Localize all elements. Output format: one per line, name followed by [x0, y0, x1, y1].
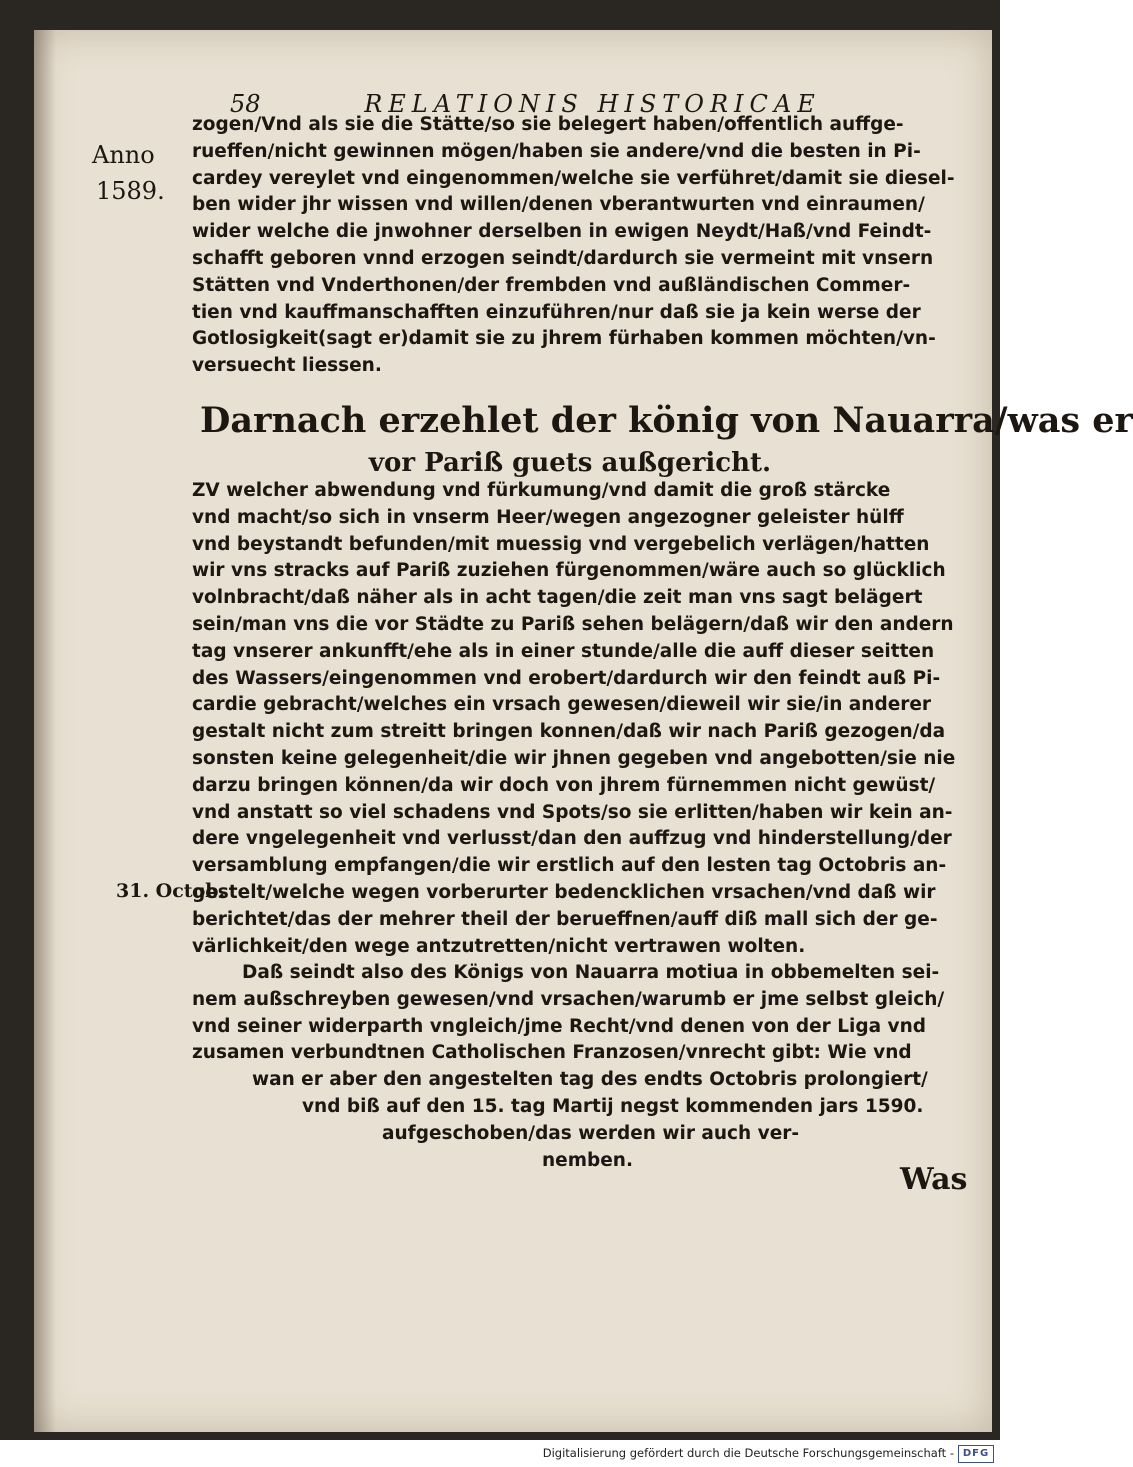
- text-line: Gotlosigkeit(sagt er)damit sie zu jhrem fürhaben kommen möchten/vn-: [192, 328, 936, 350]
- text-line: ben wider jhr wissen vnd willen/denen vberantwurten vnd einraumen/: [192, 194, 925, 216]
- text-line: versuecht liessen.: [192, 355, 382, 377]
- text-line: vnd seiner widerparth vngleich/jme Recht/vnd denen von der Liga vnd: [192, 1015, 927, 1037]
- text-line: wir vns stracks auf Pariß zuziehen fürgenommen/wäre auch so glücklich: [192, 560, 946, 582]
- text-line: wan er aber den angestelten tag des endts Octobris prolongiert/: [252, 1069, 928, 1091]
- running-title: RELATIONIS HISTORICAE: [364, 90, 821, 118]
- paragraph-3: [192, 960, 952, 1174]
- text-line: aufgeschoben/das werden wir auch ver-: [382, 1122, 800, 1144]
- margin-date-note: 31. Octob.: [116, 880, 226, 902]
- text-line: gestelt/welche wegen vorberurter bedencklichen vrsachen/vnd daß wir: [192, 881, 936, 903]
- text-line: gestalt nicht zum streitt bringen konnen/daß wir nach Pariß gezogen/da: [192, 721, 946, 743]
- dfg-logo: DFG: [958, 1445, 994, 1463]
- page-number: 58: [230, 90, 261, 118]
- text-line: vnd beystandt befunden/mit muessig vnd vergebelich verlägen/hatten: [192, 533, 930, 555]
- text-line: schafft geboren vnnd erzogen seindt/dardurch sie vermeint mit vnsern: [192, 247, 934, 269]
- text-line: zusamen verbundtnen Catholischen Franzosen/vnrecht gibt: Wie vnd: [192, 1042, 912, 1064]
- catchword: Was: [900, 1162, 968, 1197]
- text-line: nem außschreyben gewesen/vnd vrsachen/warumb er jme selbst gleich/: [192, 988, 945, 1010]
- margin-year: 1589.: [96, 177, 165, 205]
- gutter-shadow: [34, 30, 56, 1432]
- text-line: Daß seindt also des Königs von Nauarra motiua in obbemelten sei-: [242, 962, 940, 983]
- text-line: sein/man vns die vor Städte zu Pariß sehen belägern/daß wir den andern: [192, 613, 954, 635]
- margin-year-label: Anno: [92, 141, 155, 169]
- text-line: berichtet/das der mehrer theil der berueffnen/auff diß mall sich der ge-: [192, 908, 938, 930]
- paragraph-2: [192, 478, 956, 960]
- footer-bar: [0, 1442, 1000, 1467]
- text-line: cardey vereylet vnd eingenommen/welche sie verführet/damit sie diesel-: [192, 167, 955, 189]
- text-line: volnbracht/daß näher als in acht tagen/die zeit man vns sagt belägert: [192, 587, 923, 609]
- text-line: rueffen/nicht gewinnen mögen/haben sie andere/vnd die besten in Pi-: [192, 140, 921, 162]
- heading-line-2: vor Pariß guets außgericht.: [368, 448, 772, 478]
- text-line: vnd biß auf den 15. tag Martij negst kommenden jars 1590.: [302, 1095, 924, 1117]
- paragraph-1: [192, 112, 955, 380]
- text-line: nemben.: [542, 1149, 633, 1171]
- text-line: wider welche die jnwohner derselben in ewigen Neydt/Haß/vnd Feindt-: [192, 221, 932, 243]
- section-heading: [200, 400, 1133, 484]
- text-line: des Wassers/eingenommen vnd erobert/dardurch wir den feindt auß Pi-: [192, 667, 941, 689]
- text-line: Stätten vnd Vnderthonen/der frembden vnd außländischen Commer-: [192, 274, 911, 296]
- text-line: sonsten keine gelegenheit/die wir jhnen gegeben vnd angebotten/sie nie: [192, 747, 956, 769]
- text-line: vnd macht/so sich in vnserm Heer/wegen angezogner geleister hülff: [192, 506, 904, 528]
- text-line: versamblung empfangen/die wir erstlich auf den lesten tag Octobris an-: [192, 855, 947, 877]
- text-line: vnd anstatt so viel schadens vnd Spots/so sie erlitten/haben wir kein an-: [192, 801, 953, 823]
- text-line: ZV welcher abwendung vnd fürkumung/vnd damit die groß stärcke: [192, 480, 891, 501]
- funding-credit: Digitalisierung gefördert durch die Deutsche Forschungsgemeinschaft -: [542, 1446, 954, 1460]
- text-line: tag vnserer ankunfft/ehe als in einer stunde/alle die auff dieser seitten: [192, 640, 935, 662]
- text-line: cardie gebracht/welches ein vrsach gewesen/dieweil wir sie/in anderer: [192, 694, 932, 716]
- text-line: darzu bringen können/da wir doch von jhrem fürnemmen nicht gewüst/: [192, 774, 936, 796]
- text-line: värlichkeit/den wege antzutretten/nicht vertrawen wolten.: [192, 935, 806, 957]
- text-line: tien vnd kauffmanschafften einzuführen/nur daß sie ja kein werse der: [192, 301, 921, 323]
- text-line: zogen/Vnd als sie die Stätte/so sie belegert haben/offentlich auffge-: [192, 114, 904, 135]
- text-line: dere vngelegenheit vnd verlusst/dan den auffzug vnd hinderstellung/der: [192, 828, 952, 850]
- heading-line-1: Darnach erzehlet der könig von Nauarra/was er: [200, 400, 1133, 441]
